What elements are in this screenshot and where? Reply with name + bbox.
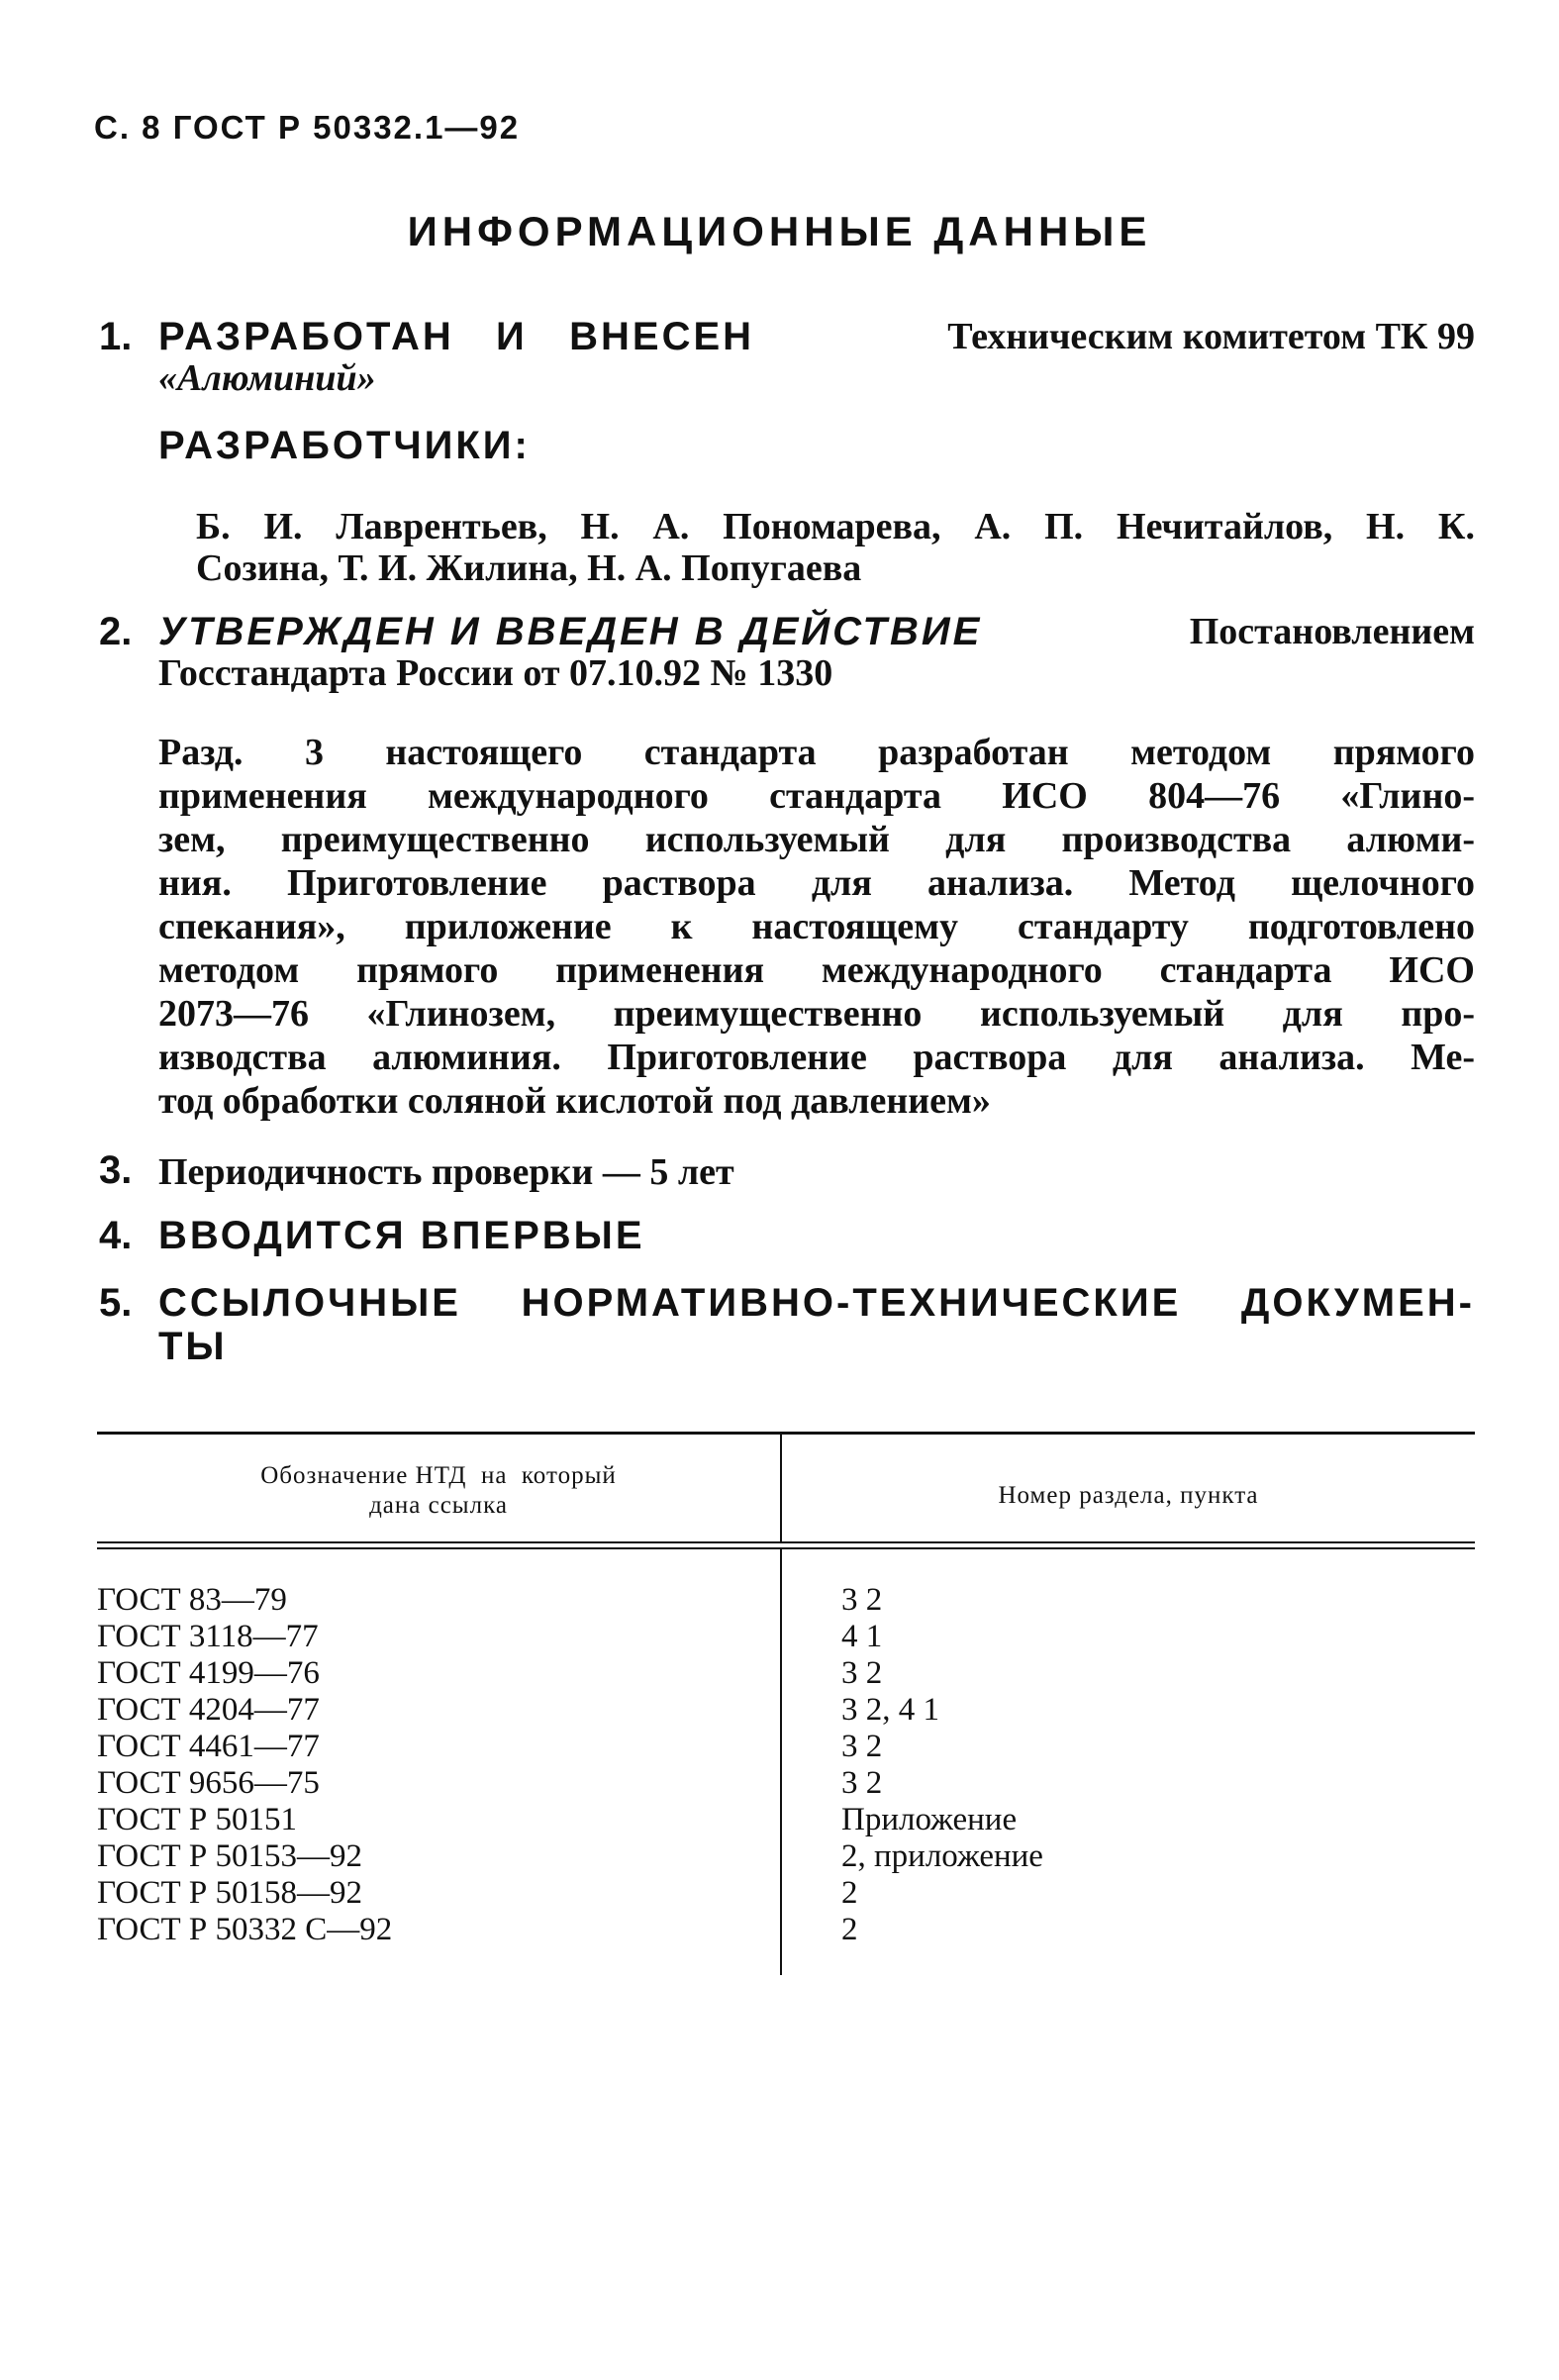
paragraph-line: методом прямого применения международного стандарта ИСО	[158, 949, 1475, 991]
section-4-number: 4.	[99, 1214, 133, 1257]
table-header-rule-2	[97, 1547, 1475, 1549]
table-cell-section: 4 1	[841, 1619, 883, 1654]
section-2-text: Постановлением	[1189, 611, 1475, 652]
table-cell-section: 3 2, 4 1	[841, 1692, 939, 1728]
table-col2-header: Номер раздела, пункта	[998, 1482, 1259, 1509]
page-header: С. 8 ГОСТ Р 50332.1—92	[94, 109, 521, 146]
paragraph-line: тод обработки соляной кислотой под давлением»	[158, 1080, 991, 1122]
table-cell-section: 3 2	[841, 1582, 883, 1618]
table-cell-doc: ГОСТ 4204—77	[97, 1692, 320, 1728]
table-cell-doc: ГОСТ 4461—77	[97, 1729, 320, 1764]
table-cell-doc: ГОСТ Р 50332 С—92	[97, 1912, 393, 1947]
section-4-text: ВВОДИТСЯ ВПЕРВЫЕ	[158, 1214, 645, 1257]
table-cell-doc: ГОСТ 83—79	[97, 1582, 287, 1618]
table-cell-section: 3 2	[841, 1655, 883, 1691]
table-col1-header-line2: дана ссылка	[369, 1492, 508, 1519]
section-5-line-1: ССЫЛОЧНЫЕ НОРМАТИВНО-ТЕХНИЧЕСКИЕ ДОКУМЕН-	[158, 1281, 1475, 1325]
section-1-number: 1.	[99, 315, 133, 358]
section-2-line-2: Госстандарта России от 07.10.92 № 1330	[158, 652, 833, 694]
table-cell-doc: ГОСТ 4199—76	[97, 1655, 320, 1691]
table-cell-section: Приложение	[841, 1802, 1018, 1837]
section-2-caps: УТВЕРЖДЕН И ВВЕДЕН В ДЕЙСТВИЕ	[158, 610, 983, 653]
section-5-line-2: ТЫ	[158, 1325, 228, 1368]
developers-line-2: Созина, Т. И. Жилина, Н. А. Попугаева	[196, 547, 862, 589]
section-1-line-1	[158, 315, 1475, 358]
paragraph-line: 2073—76 «Глинозем, преимущественно используемый для про-	[158, 993, 1475, 1035]
table-cell-section: 2	[841, 1912, 858, 1947]
table-cell-section: 2	[841, 1875, 858, 1911]
table-cell-section: 3 2	[841, 1765, 883, 1801]
section-3-number: 3.	[99, 1148, 133, 1192]
paragraph-line: Разд. 3 настоящего стандарта разработан методом прямого	[158, 732, 1475, 773]
table-cell-doc: ГОСТ 3118—77	[97, 1619, 319, 1654]
section-2-number: 2.	[99, 610, 133, 653]
paragraph-line: ния. Приготовление раствора для анализа. Метод щелочного	[158, 862, 1475, 904]
table-col1-header	[97, 1461, 780, 1521]
table-cell-doc: ГОСТ Р 50151	[97, 1802, 298, 1837]
developers-line-1: Б. И. Лаврентьев, Н. А. Пономарева, А. П. Нечитайлов, Н. К.	[196, 506, 1475, 547]
paragraph-line: спекания», приложение к настоящему стандарту подготовлено	[158, 906, 1475, 947]
section-1-line-2: «Алюминий»	[158, 357, 376, 399]
table-col1-header-line1: Обозначение НТД на который	[260, 1462, 617, 1489]
paragraph-line: применения международного стандарта ИСО 804—76 «Глино-	[158, 775, 1475, 817]
section-1-caps: РАЗРАБОТАН И ВНЕСЕН	[158, 315, 755, 358]
table-header-rule-1	[97, 1541, 1475, 1543]
table-body-divider	[780, 1549, 782, 1975]
page-title: ИНФОРМАЦИОННЫЕ ДАННЫЕ	[407, 208, 1152, 254]
table-top-rule	[97, 1432, 1475, 1435]
section-1-text: Техническим комитетом ТК 99	[947, 316, 1475, 357]
table-cell-doc: ГОСТ 9656—75	[97, 1765, 320, 1801]
section-3-text: Периодичность проверки — 5 лет	[158, 1151, 734, 1193]
table-cell-doc: ГОСТ Р 50158—92	[97, 1875, 363, 1911]
section-2-line-1	[158, 610, 1475, 653]
paragraph-line: зем, преимущественно используемый для производства алюми-	[158, 819, 1475, 860]
table-cell-doc: ГОСТ Р 50153—92	[97, 1838, 363, 1874]
paragraph-line: изводства алюминия. Приготовление раствора для анализа. Ме-	[158, 1037, 1475, 1078]
table-cell-section: 2, приложение	[841, 1838, 1043, 1874]
developers-label: РАЗРАБОТЧИКИ:	[158, 424, 531, 467]
section-5-number: 5.	[99, 1281, 133, 1325]
table-cell-section: 3 2	[841, 1729, 883, 1764]
